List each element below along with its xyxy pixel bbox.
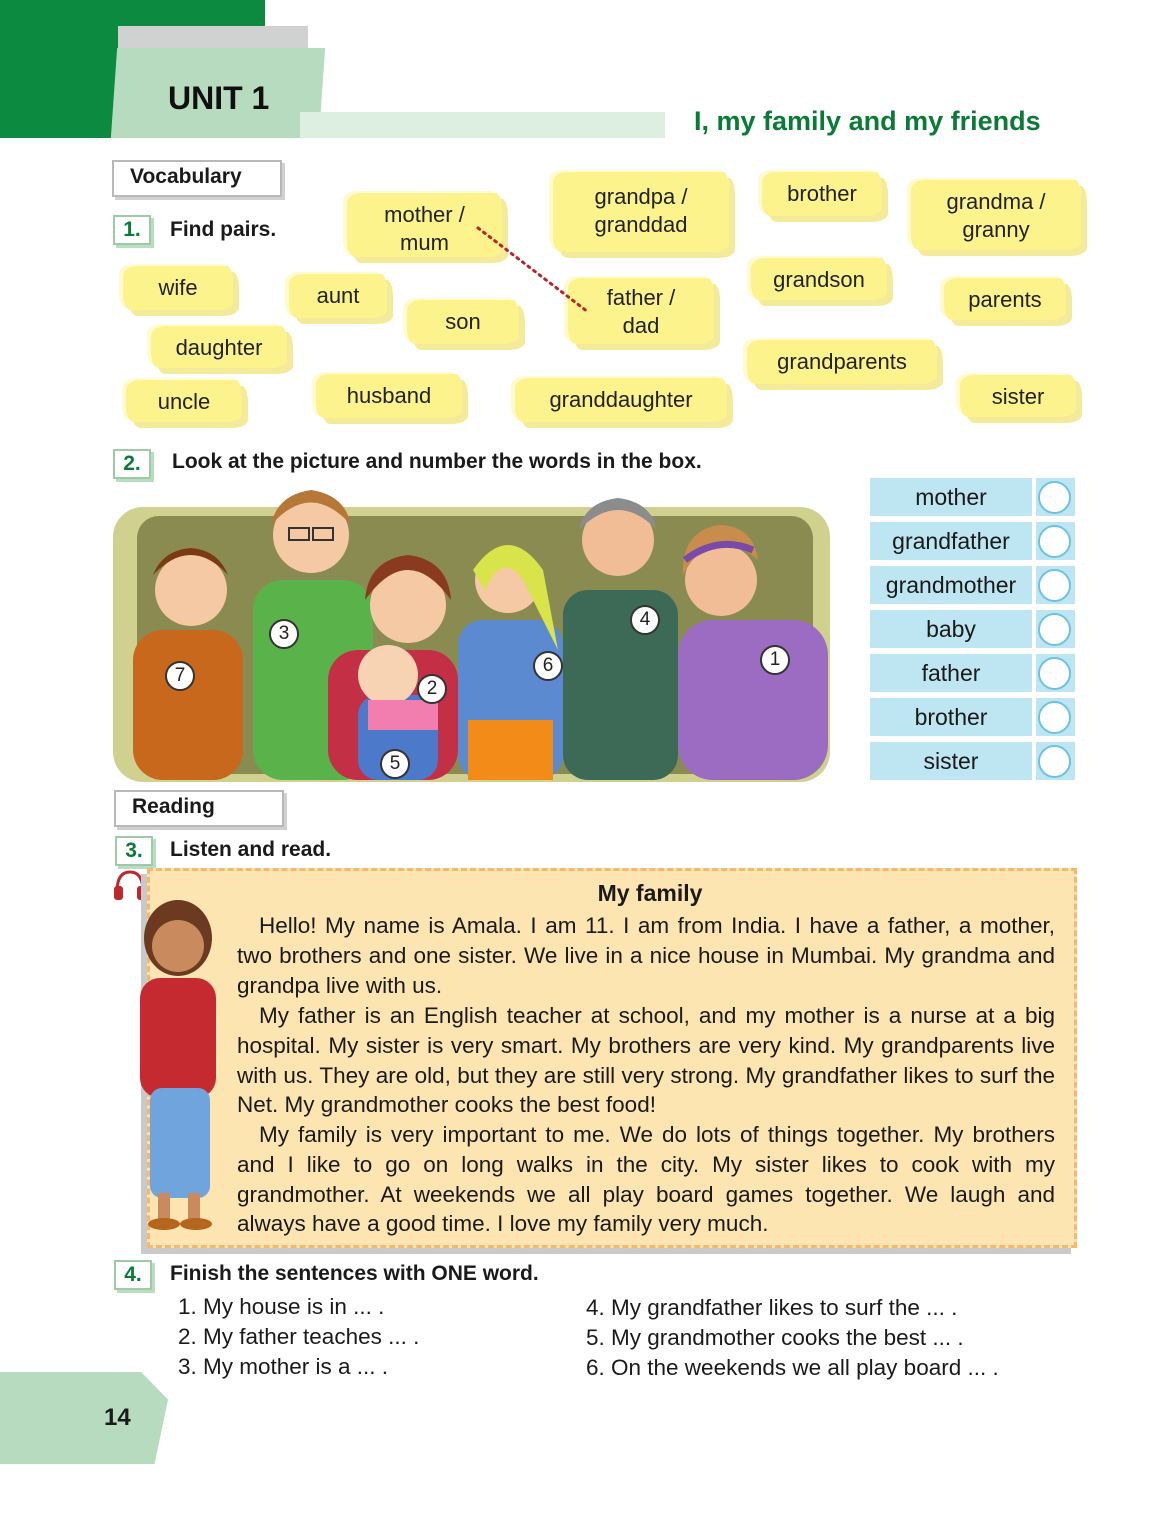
box-word: mother bbox=[915, 484, 987, 510]
box-word: sister bbox=[923, 748, 979, 774]
sentence-2: 2. My father teaches ... . bbox=[178, 1324, 420, 1349]
answer-circle[interactable] bbox=[1038, 657, 1071, 690]
word-text: granny bbox=[962, 217, 1030, 242]
box-word: brother bbox=[914, 704, 988, 730]
figure-grandfather bbox=[563, 498, 678, 780]
picture-number-2: 2 bbox=[417, 674, 447, 704]
word-card-daughter[interactable]: daughter bbox=[151, 326, 287, 368]
answer-circle[interactable] bbox=[1038, 481, 1071, 514]
word-card-wife[interactable]: wife bbox=[123, 266, 233, 310]
task-number-3: 3. bbox=[115, 836, 153, 866]
box-row-baby[interactable] bbox=[870, 610, 1075, 648]
sentence-5: 5. My grandmother cooks the best ... . bbox=[586, 1325, 964, 1350]
word-text: grandpa / bbox=[594, 184, 688, 209]
picture-number-3: 3 bbox=[269, 619, 299, 649]
word-text: mum bbox=[400, 230, 449, 255]
word-card-sister[interactable]: sister bbox=[960, 375, 1076, 417]
sentence-3: 3. My mother is a ... . bbox=[178, 1354, 389, 1379]
paragraph-text: My family is very important to me. We do lots of things together. My brothers and I like to go on long walks in the city. My sister likes to cook with my grandmother. At weekends we all play board games together. We laugh and always have a good time. I love my family very much. bbox=[237, 1122, 1055, 1237]
word-card-parents[interactable]: parents bbox=[944, 278, 1066, 320]
word-card-grandma-granny[interactable] bbox=[911, 180, 1081, 250]
reading-paragraph-2 bbox=[237, 1001, 1055, 1120]
word-card-husband[interactable]: husband bbox=[316, 374, 462, 418]
word-text: granddad bbox=[594, 212, 688, 237]
picture-number-1: 1 bbox=[760, 645, 790, 675]
picture-number-6: 6 bbox=[533, 651, 563, 681]
page-number-tab bbox=[0, 1372, 168, 1464]
answer-circle[interactable] bbox=[1038, 613, 1071, 646]
reading-title: My family bbox=[597, 880, 703, 906]
paragraph-text: Hello! My name is Amala. I am 11. I am from India. I have a father, a mother, two brothers and one sister. We live in a nice house in Mumbai. My grandma and grandpa live with us. bbox=[237, 913, 1055, 998]
section-label-vocabulary: Vocabulary bbox=[112, 160, 282, 197]
word-text: father / bbox=[606, 285, 676, 310]
answer-circle[interactable] bbox=[1038, 701, 1071, 734]
task-number-4: 4. bbox=[114, 1260, 152, 1290]
picture-number-4: 4 bbox=[630, 605, 660, 635]
reading-paragraph-1 bbox=[237, 911, 1055, 1000]
box-row-father[interactable] bbox=[870, 654, 1075, 692]
box-row-sister[interactable] bbox=[870, 742, 1075, 780]
picture-number-7: 7 bbox=[165, 661, 195, 691]
word-card-grandson[interactable]: grandson bbox=[751, 258, 887, 300]
word-card-son[interactable]: son bbox=[407, 300, 519, 344]
page-number: 14 bbox=[104, 1404, 131, 1431]
figure-grandmother bbox=[678, 525, 828, 780]
word-card-aunt[interactable]: aunt bbox=[289, 274, 387, 318]
example-pair-connector bbox=[470, 220, 600, 320]
task-instruction-2: Look at the picture and number the words in the box. bbox=[172, 450, 702, 473]
word-card-brother[interactable]: brother bbox=[762, 172, 882, 216]
unit-subtitle: I, my family and my friends bbox=[694, 106, 1041, 136]
reading-paragraph-3 bbox=[237, 1120, 1055, 1239]
task-instruction-1: Find pairs. bbox=[170, 218, 277, 241]
word-card-granddaughter[interactable]: granddaughter bbox=[515, 378, 727, 422]
section-label-reading: Reading bbox=[114, 790, 284, 827]
box-row-grandfather[interactable] bbox=[870, 522, 1075, 560]
sentence-4: 4. My grandfather likes to surf the ... . bbox=[586, 1295, 958, 1320]
headphones-icon[interactable] bbox=[112, 868, 148, 902]
box-row-brother[interactable] bbox=[870, 698, 1075, 736]
word-text: mother / bbox=[384, 202, 465, 227]
box-word: father bbox=[921, 660, 981, 686]
word-card-grandparents[interactable]: grandparents bbox=[747, 340, 937, 384]
sentence-6: 6. On the weekends we all play board ... . bbox=[586, 1355, 999, 1380]
box-word: grandfather bbox=[892, 528, 1010, 554]
word-card-uncle[interactable]: uncle bbox=[126, 380, 242, 422]
answer-circle[interactable] bbox=[1038, 525, 1071, 558]
sentence-1: 1. My house is in ... . bbox=[178, 1294, 385, 1319]
unit-title: UNIT 1 bbox=[168, 80, 270, 116]
answer-circle[interactable] bbox=[1038, 569, 1071, 602]
task-instruction-3: Listen and read. bbox=[170, 838, 332, 861]
task-instruction-4: Finish the sentences with ONE word. bbox=[170, 1262, 539, 1285]
word-text: grandma / bbox=[946, 189, 1046, 214]
box-row-grandmother[interactable] bbox=[870, 566, 1075, 604]
word-text: dad bbox=[622, 313, 660, 338]
paragraph-text: My father is an English teacher at school, and my mother is a nurse at a big hospital. My sister is very smart. My brothers are very kind. My grandparents live with us. They are old, but they are still very strong. My grandfather likes to surf the Net. My grandmother cooks the best food! bbox=[237, 1003, 1055, 1118]
task-number-1: 1. bbox=[113, 215, 151, 245]
task-number-2: 2. bbox=[113, 449, 151, 479]
box-word: baby bbox=[926, 616, 976, 642]
amala-illustration bbox=[130, 898, 230, 1238]
box-word: grandmother bbox=[885, 572, 1017, 598]
header-bar bbox=[300, 112, 665, 138]
picture-number-5: 5 bbox=[380, 749, 410, 779]
family-illustration bbox=[113, 480, 833, 782]
box-row-mother[interactable] bbox=[870, 478, 1075, 516]
answer-circle[interactable] bbox=[1038, 745, 1071, 778]
